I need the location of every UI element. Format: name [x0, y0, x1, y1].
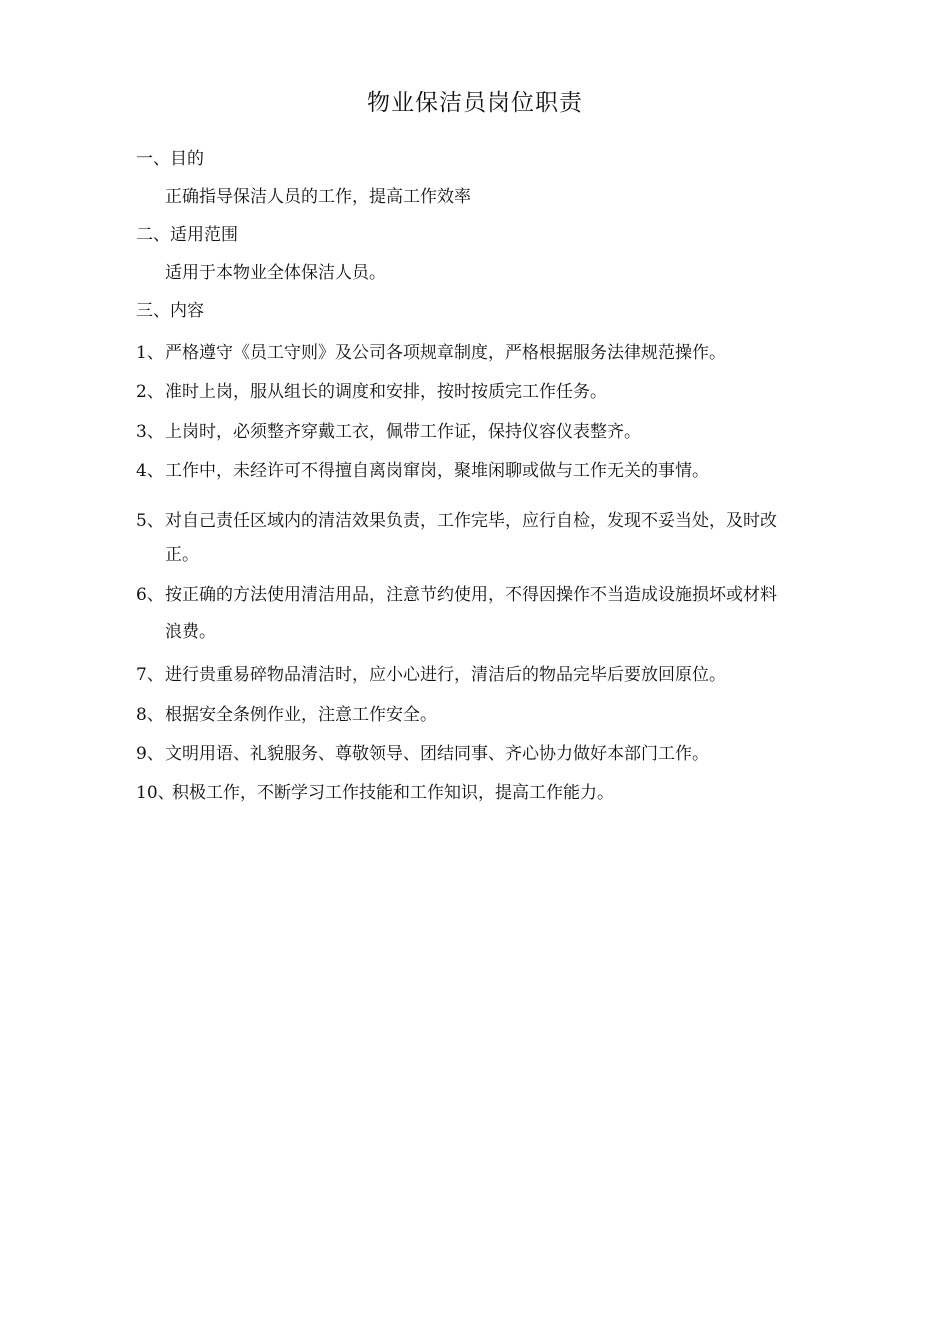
list-item [136, 458, 709, 484]
list-item [136, 419, 641, 445]
list-item [136, 508, 777, 534]
list-item [136, 741, 709, 767]
section-heading-scope: 二、适用范围 [136, 225, 238, 245]
list-item-text: 积极工作，不断学习工作技能和工作知识，提高工作能力。 [172, 783, 614, 803]
list-item-text: 准时上岗，服从组长的调度和安排，按时按质完工作任务。 [165, 382, 607, 402]
list-item-number: 1、 [136, 343, 164, 363]
list-item-number: 9、 [136, 744, 164, 764]
list-item [136, 702, 437, 728]
list-item-number: 10、 [136, 783, 175, 803]
section-heading-purpose: 一、目的 [136, 149, 204, 169]
list-item-text: 进行贵重易碎物品清洁时，应小心进行，清洁后的物品完毕后要放回原位。 [165, 665, 726, 685]
list-item-number: 8、 [136, 705, 164, 725]
document-title: 物业保洁员岗位职责 [367, 90, 583, 116]
list-item [136, 582, 777, 608]
list-item [136, 780, 614, 806]
list-item-text: 对自己责任区域内的清洁效果负责，工作完毕，应行自检，发现不妥当处，及时改 [165, 511, 777, 531]
list-item-text: 根据安全条例作业，注意工作安全。 [165, 705, 437, 725]
section-text-scope: 适用于本物业全体保洁人员。 [165, 263, 386, 283]
list-item-number: 7、 [136, 665, 164, 685]
list-item [136, 340, 726, 366]
list-item-number: 4、 [136, 461, 164, 481]
list-item [136, 379, 607, 405]
list-item-continuation: 浪费。 [165, 622, 216, 642]
list-item-text: 严格遵守《员工守则》及公司各项规章制度，严格根据服务法律规范操作。 [165, 343, 726, 363]
list-item-text: 文明用语、礼貌服务、尊敬领导、团结同事、齐心协力做好本部门工作。 [165, 744, 709, 764]
list-item-number: 3、 [136, 422, 164, 442]
list-item-continuation: 正。 [165, 545, 199, 565]
section-text-purpose: 正确指导保洁人员的工作，提高工作效率 [165, 187, 471, 207]
list-item-text: 上岗时，必须整齐穿戴工衣，佩带工作证，保持仪容仪表整齐。 [165, 422, 641, 442]
section-heading-content: 三、内容 [136, 301, 204, 321]
list-item-text: 按正确的方法使用清洁用品，注意节约使用，不得因操作不当造成设施损坏或材料 [165, 585, 777, 605]
list-item-number: 2、 [136, 382, 164, 402]
list-item-number: 6、 [136, 585, 164, 605]
list-item-text: 工作中，未经许可不得擅自离岗窜岗，聚堆闲聊或做与工作无关的事情。 [165, 461, 709, 481]
list-item-number: 5、 [136, 511, 164, 531]
list-item [136, 662, 726, 688]
